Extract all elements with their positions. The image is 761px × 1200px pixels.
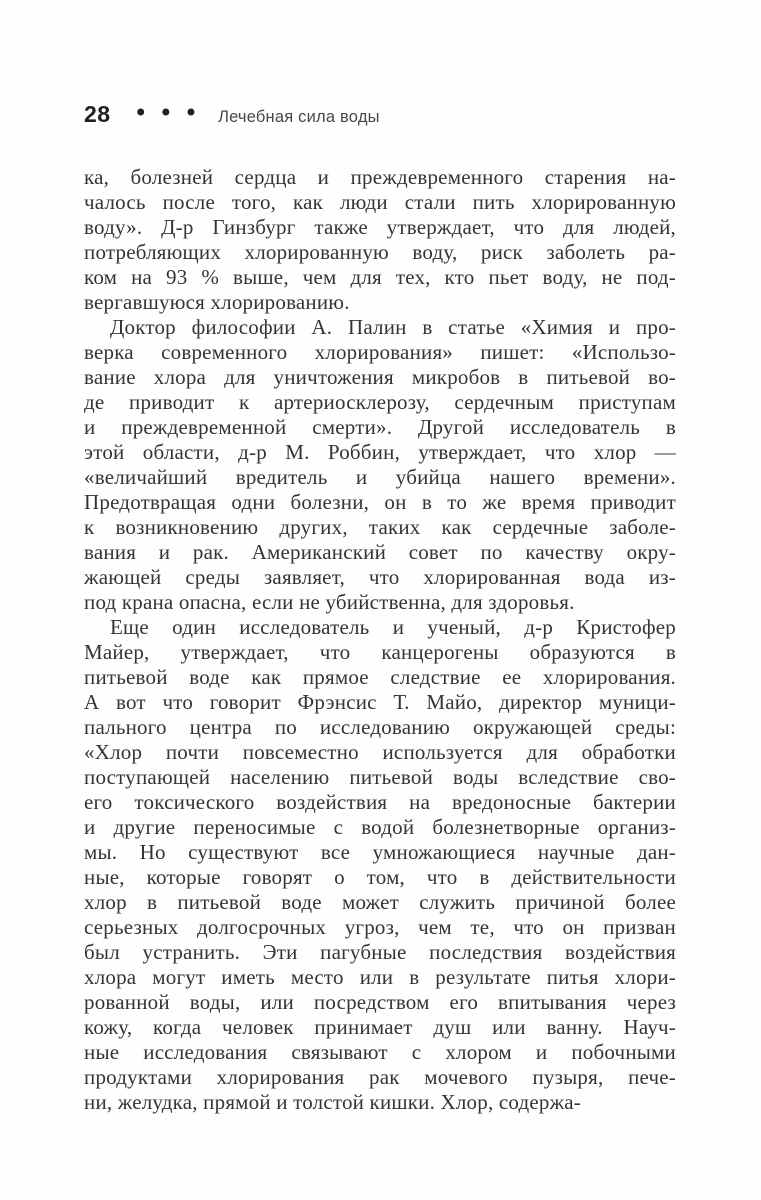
text-line: «Хлор почти повсеместно используется для обработки <box>84 740 676 764</box>
page-body <box>84 165 676 1115</box>
text-line: А вот что говорит Фрэнсис Т. Майо, директор муници- <box>84 690 676 714</box>
text-line: вергавшуюся хлорированию. <box>84 290 350 314</box>
page-header <box>84 100 676 128</box>
text-line: потребляющих хлорированную воду, риск заболеть ра- <box>84 240 676 264</box>
running-title: Лечебная сила воды <box>218 108 380 126</box>
text-line: Майер, утверждает, что канцерогены образуются в <box>84 640 676 664</box>
text-line: ные, которые говорят о том, что в действительности <box>84 865 676 889</box>
text-line: ком на 93 % выше, чем для тех, кто пьет воду, не под- <box>84 265 676 289</box>
text-line: его токсического воздействия на вредоносные бактерии <box>84 790 676 814</box>
text-line: чалось после того, как люди стали пить хлорированную <box>84 190 676 214</box>
text-line: жающей среды заявляет, что хлорированная вода из- <box>84 565 676 589</box>
text-line: верка современного хлорирования» пишет: «Использо- <box>84 340 676 364</box>
text-line: ка, болезней сердца и преждевременного старения на- <box>84 165 676 189</box>
text-line: питьевой воде как прямое следствие ее хлорирования. <box>84 665 676 689</box>
text-line: ни, желудка, прямой и толстой кишки. Хлор, содержа- <box>84 1090 581 1114</box>
text-line: Еще один исследователь и ученый, д-р Кристофер <box>110 615 676 639</box>
text-line: и другие переносимые с водой болезнетворные организ- <box>84 815 676 839</box>
dots-separator-icon: ••• <box>133 99 210 127</box>
text-line: вания и рак. Американский совет по качеству окру- <box>84 540 676 564</box>
text-line: хлор в питьевой воде может служить причиной более <box>84 890 676 914</box>
text-line: воду». Д-р Гинзбург также утверждает, что для людей, <box>84 215 676 239</box>
text-line: этой области, д-р М. Роббин, утверждает, что хлор — <box>84 440 676 464</box>
text-line: ные исследования связывают с хлором и побочными <box>84 1040 676 1064</box>
text-line: Предотвращая одни болезни, он в то же время приводит <box>84 490 676 514</box>
text-line: «величайший вредитель и убийца нашего времени». <box>84 465 676 489</box>
text-line: мы. Но существуют все умножающиеся научные дан- <box>84 840 676 864</box>
text-line: Доктор философии А. Палин в статье «Химия и про- <box>110 315 676 339</box>
text-line: хлора могут иметь место или в результате питья хлори- <box>84 965 676 989</box>
page-number: 28 <box>84 101 111 127</box>
text-line: пального центра по исследованию окружающей среды: <box>84 715 676 739</box>
text-line: вание хлора для уничтожения микробов в питьевой во- <box>84 365 676 389</box>
text-line: рованной воды, или посредством его впитывания через <box>84 990 676 1014</box>
text-line: к возникновению других, таких как сердечные заболе- <box>84 515 676 539</box>
text-line: под крана опасна, если не убийственна, для здоровья. <box>84 590 575 614</box>
text-line: кожу, когда человек принимает душ или ванну. Науч- <box>84 1015 676 1039</box>
text-line: де приводит к артериосклерозу, сердечным приступам <box>84 390 676 414</box>
text-line: поступающей населению питьевой воды вследствие сво- <box>84 765 676 789</box>
text-line: серьезных долгосрочных угроз, чем те, что он призван <box>84 915 676 939</box>
text-line: продуктами хлорирования рак мочевого пузыря, пече- <box>84 1065 676 1089</box>
text-line: был устранить. Эти пагубные последствия воздействия <box>84 940 676 964</box>
text-line: и преждевременной смерти». Другой исследователь в <box>84 415 676 439</box>
